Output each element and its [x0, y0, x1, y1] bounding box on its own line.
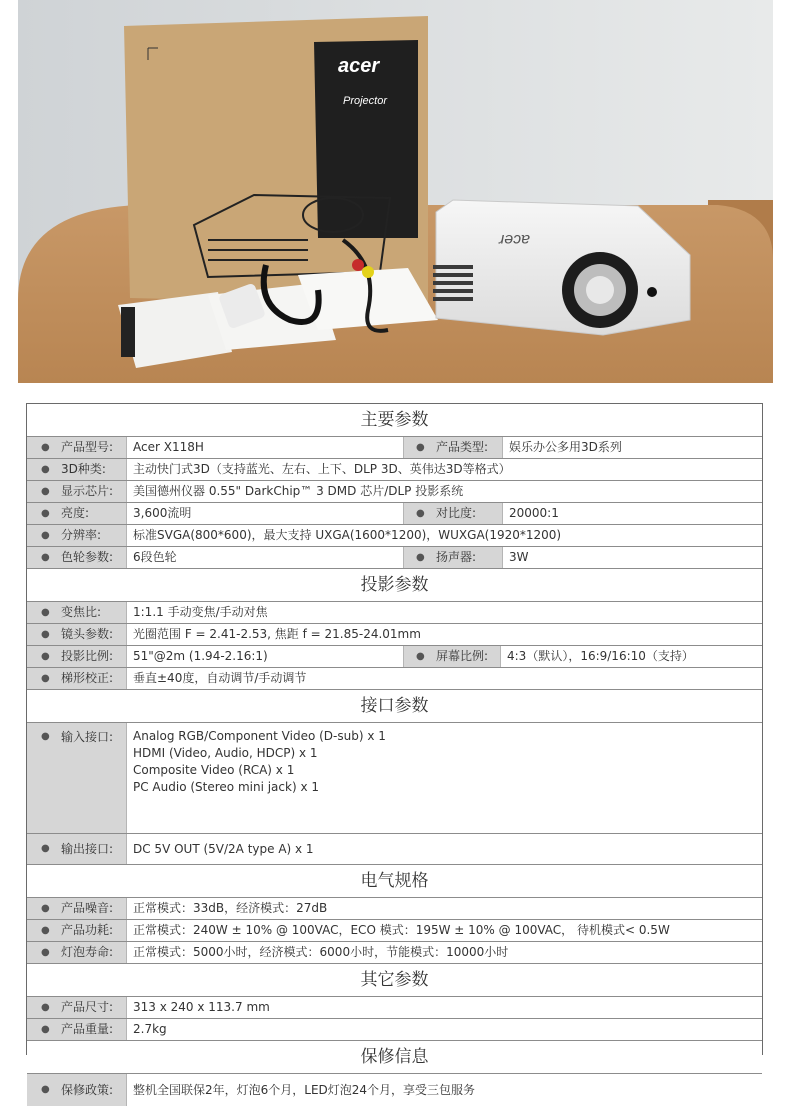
- spec-label: 产品类型:: [436, 440, 489, 454]
- spec-table: [26, 403, 763, 1097]
- bullet-icon: ●: [41, 486, 50, 497]
- spec-value: 整机全国联保2年，灯泡6个月，LED灯泡24个月，享受三包服务: [133, 1083, 476, 1097]
- bullet-icon: ●: [416, 651, 425, 662]
- box-subtitle: Projector: [343, 95, 388, 107]
- bullet-icon: ●: [41, 530, 50, 541]
- spec-label: 灯泡寿命:: [61, 945, 114, 959]
- spec-row: [27, 920, 762, 942]
- spec-row: [27, 525, 762, 547]
- spec-row: [27, 997, 762, 1019]
- spec-label: 扬声器:: [436, 550, 477, 564]
- spec-value: Acer X118H: [133, 440, 204, 454]
- spec-label: 产品重量:: [61, 1022, 114, 1036]
- interface-line: Analog RGB/Component Video (D-sub) x 1: [133, 729, 386, 743]
- section-title-main: 主要参数: [27, 404, 762, 437]
- product-box: [124, 16, 428, 305]
- spec-value: 313 x 240 x 113.7 mm: [133, 1000, 270, 1014]
- spec-row: [27, 646, 762, 668]
- section-title-other: 其它参数: [27, 964, 762, 997]
- spec-value: 标准SVGA(800*600)，最大支持 UXGA(1600*1200)，WUXGA(1920*1200): [133, 528, 562, 542]
- section-title-interfaces: 接口参数: [27, 690, 762, 723]
- spec-row: [27, 723, 762, 834]
- spec-value: 3,600流明: [133, 506, 192, 520]
- spec-label: 变焦比:: [61, 605, 102, 619]
- bullet-icon: ●: [416, 442, 425, 453]
- spec-value: 正常模式：240W ± 10% @ 100VAC，ECO 模式：195W ± 10% @ 100VAC， 待机模式< 0.5W: [133, 923, 670, 937]
- spec-value: 3W: [509, 550, 529, 564]
- spec-label: 显示芯片:: [61, 484, 114, 498]
- bullet-icon: ●: [41, 925, 50, 936]
- spec-row: [27, 503, 762, 525]
- spec-label: 亮度:: [61, 506, 90, 520]
- box-brand-logo: acer: [338, 55, 380, 77]
- spec-value: 主动快门式3D（支持蓝光、左右、上下、DLP 3D、英伟达3D等格式）: [133, 462, 511, 476]
- spec-label: 产品型号:: [61, 440, 114, 454]
- spec-row: [27, 481, 762, 503]
- bullet-icon: ●: [41, 903, 50, 914]
- spec-label: 分辨率:: [61, 528, 102, 542]
- spec-row: [27, 898, 762, 920]
- interface-line: Composite Video (RCA) x 1: [133, 763, 295, 777]
- bullet-icon: ●: [41, 731, 50, 742]
- spec-label: 色轮参数:: [61, 550, 114, 564]
- bullet-icon: ●: [41, 1002, 50, 1013]
- spec-value: 美国德州仪器 0.55" DarkChip™ 3 DMD 芯片/DLP 投影系统: [133, 484, 464, 498]
- projector-brand-logo: acer: [498, 231, 530, 248]
- spec-row: [27, 624, 762, 646]
- bullet-icon: ●: [41, 508, 50, 519]
- section-title-electrical: 电气规格: [27, 865, 762, 898]
- spec-value: 娱乐办公多用3D系列: [509, 440, 622, 454]
- bullet-icon: ●: [41, 464, 50, 475]
- spec-value: 51"@2m (1.94-2.16:1): [133, 649, 268, 663]
- bullet-icon: ●: [41, 552, 50, 563]
- spec-label: 输出接口:: [61, 842, 114, 856]
- spec-row: [27, 834, 762, 865]
- spec-row: [27, 602, 762, 624]
- bullet-icon: ●: [41, 442, 50, 453]
- interface-line: PC Audio (Stereo mini jack) x 1: [133, 780, 320, 794]
- spec-label: 产品噪音:: [61, 901, 114, 915]
- spec-row: [27, 437, 762, 459]
- spec-label: 镜头参数:: [61, 627, 114, 641]
- spec-label: 产品尺寸:: [61, 1000, 114, 1014]
- section-title-projection: 投影参数: [27, 569, 762, 602]
- spec-label: 梯形校正:: [61, 671, 114, 685]
- bullet-icon: ●: [41, 651, 50, 662]
- spec-row: [27, 668, 762, 690]
- bullet-icon: ●: [41, 1084, 50, 1095]
- bullet-icon: ●: [41, 629, 50, 640]
- interface-line: HDMI (Video, Audio, HDCP) x 1: [133, 746, 318, 760]
- bullet-icon: ●: [41, 607, 50, 618]
- spec-value: 正常模式：5000小时，经济模式：6000小时，节能模式：10000小时: [133, 945, 509, 959]
- bullet-icon: ●: [41, 947, 50, 958]
- spec-label: 投影比例:: [61, 649, 114, 663]
- spec-label: 对比度:: [436, 506, 477, 520]
- spec-value: 6段色轮: [133, 550, 177, 564]
- spec-label: 3D种类:: [61, 462, 106, 476]
- spec-label: 输入接口:: [61, 730, 114, 744]
- spec-value: 光圈范围 F = 2.41-2.53, 焦距 f = 21.85-24.01mm: [133, 627, 421, 641]
- projector-unit: [433, 200, 690, 335]
- spec-row: [27, 1019, 762, 1041]
- bullet-icon: ●: [416, 508, 425, 519]
- bullet-icon: ●: [416, 552, 425, 563]
- spec-value: [127, 723, 762, 833]
- spec-row: [27, 459, 762, 481]
- spec-value: 正常模式：33dB，经济模式：27dB: [133, 901, 328, 915]
- spec-value: 垂直±40度，自动调节/手动调节: [133, 671, 307, 685]
- spec-value: 2.7kg: [133, 1022, 167, 1036]
- bullet-icon: ●: [41, 1024, 50, 1035]
- spec-label: 保修政策:: [61, 1083, 114, 1097]
- spec-value: 1:1.1 手动变焦/手动对焦: [133, 605, 268, 619]
- spec-row: [27, 1074, 762, 1106]
- spec-value: 20000:1: [509, 506, 559, 520]
- spec-value: DC 5V OUT (5V/2A type A) x 1: [133, 842, 314, 856]
- bullet-icon: ●: [41, 843, 50, 854]
- spec-row: [27, 942, 762, 964]
- bullet-icon: ●: [41, 673, 50, 684]
- spec-label: 产品功耗:: [61, 923, 114, 937]
- spec-label: 屏幕比例:: [436, 649, 489, 663]
- spec-value: 4:3（默认），16:9/16:10（支持）: [507, 649, 694, 663]
- product-photo: [18, 0, 773, 383]
- spec-row: [27, 547, 762, 569]
- section-title-warranty: 保修信息: [27, 1041, 762, 1074]
